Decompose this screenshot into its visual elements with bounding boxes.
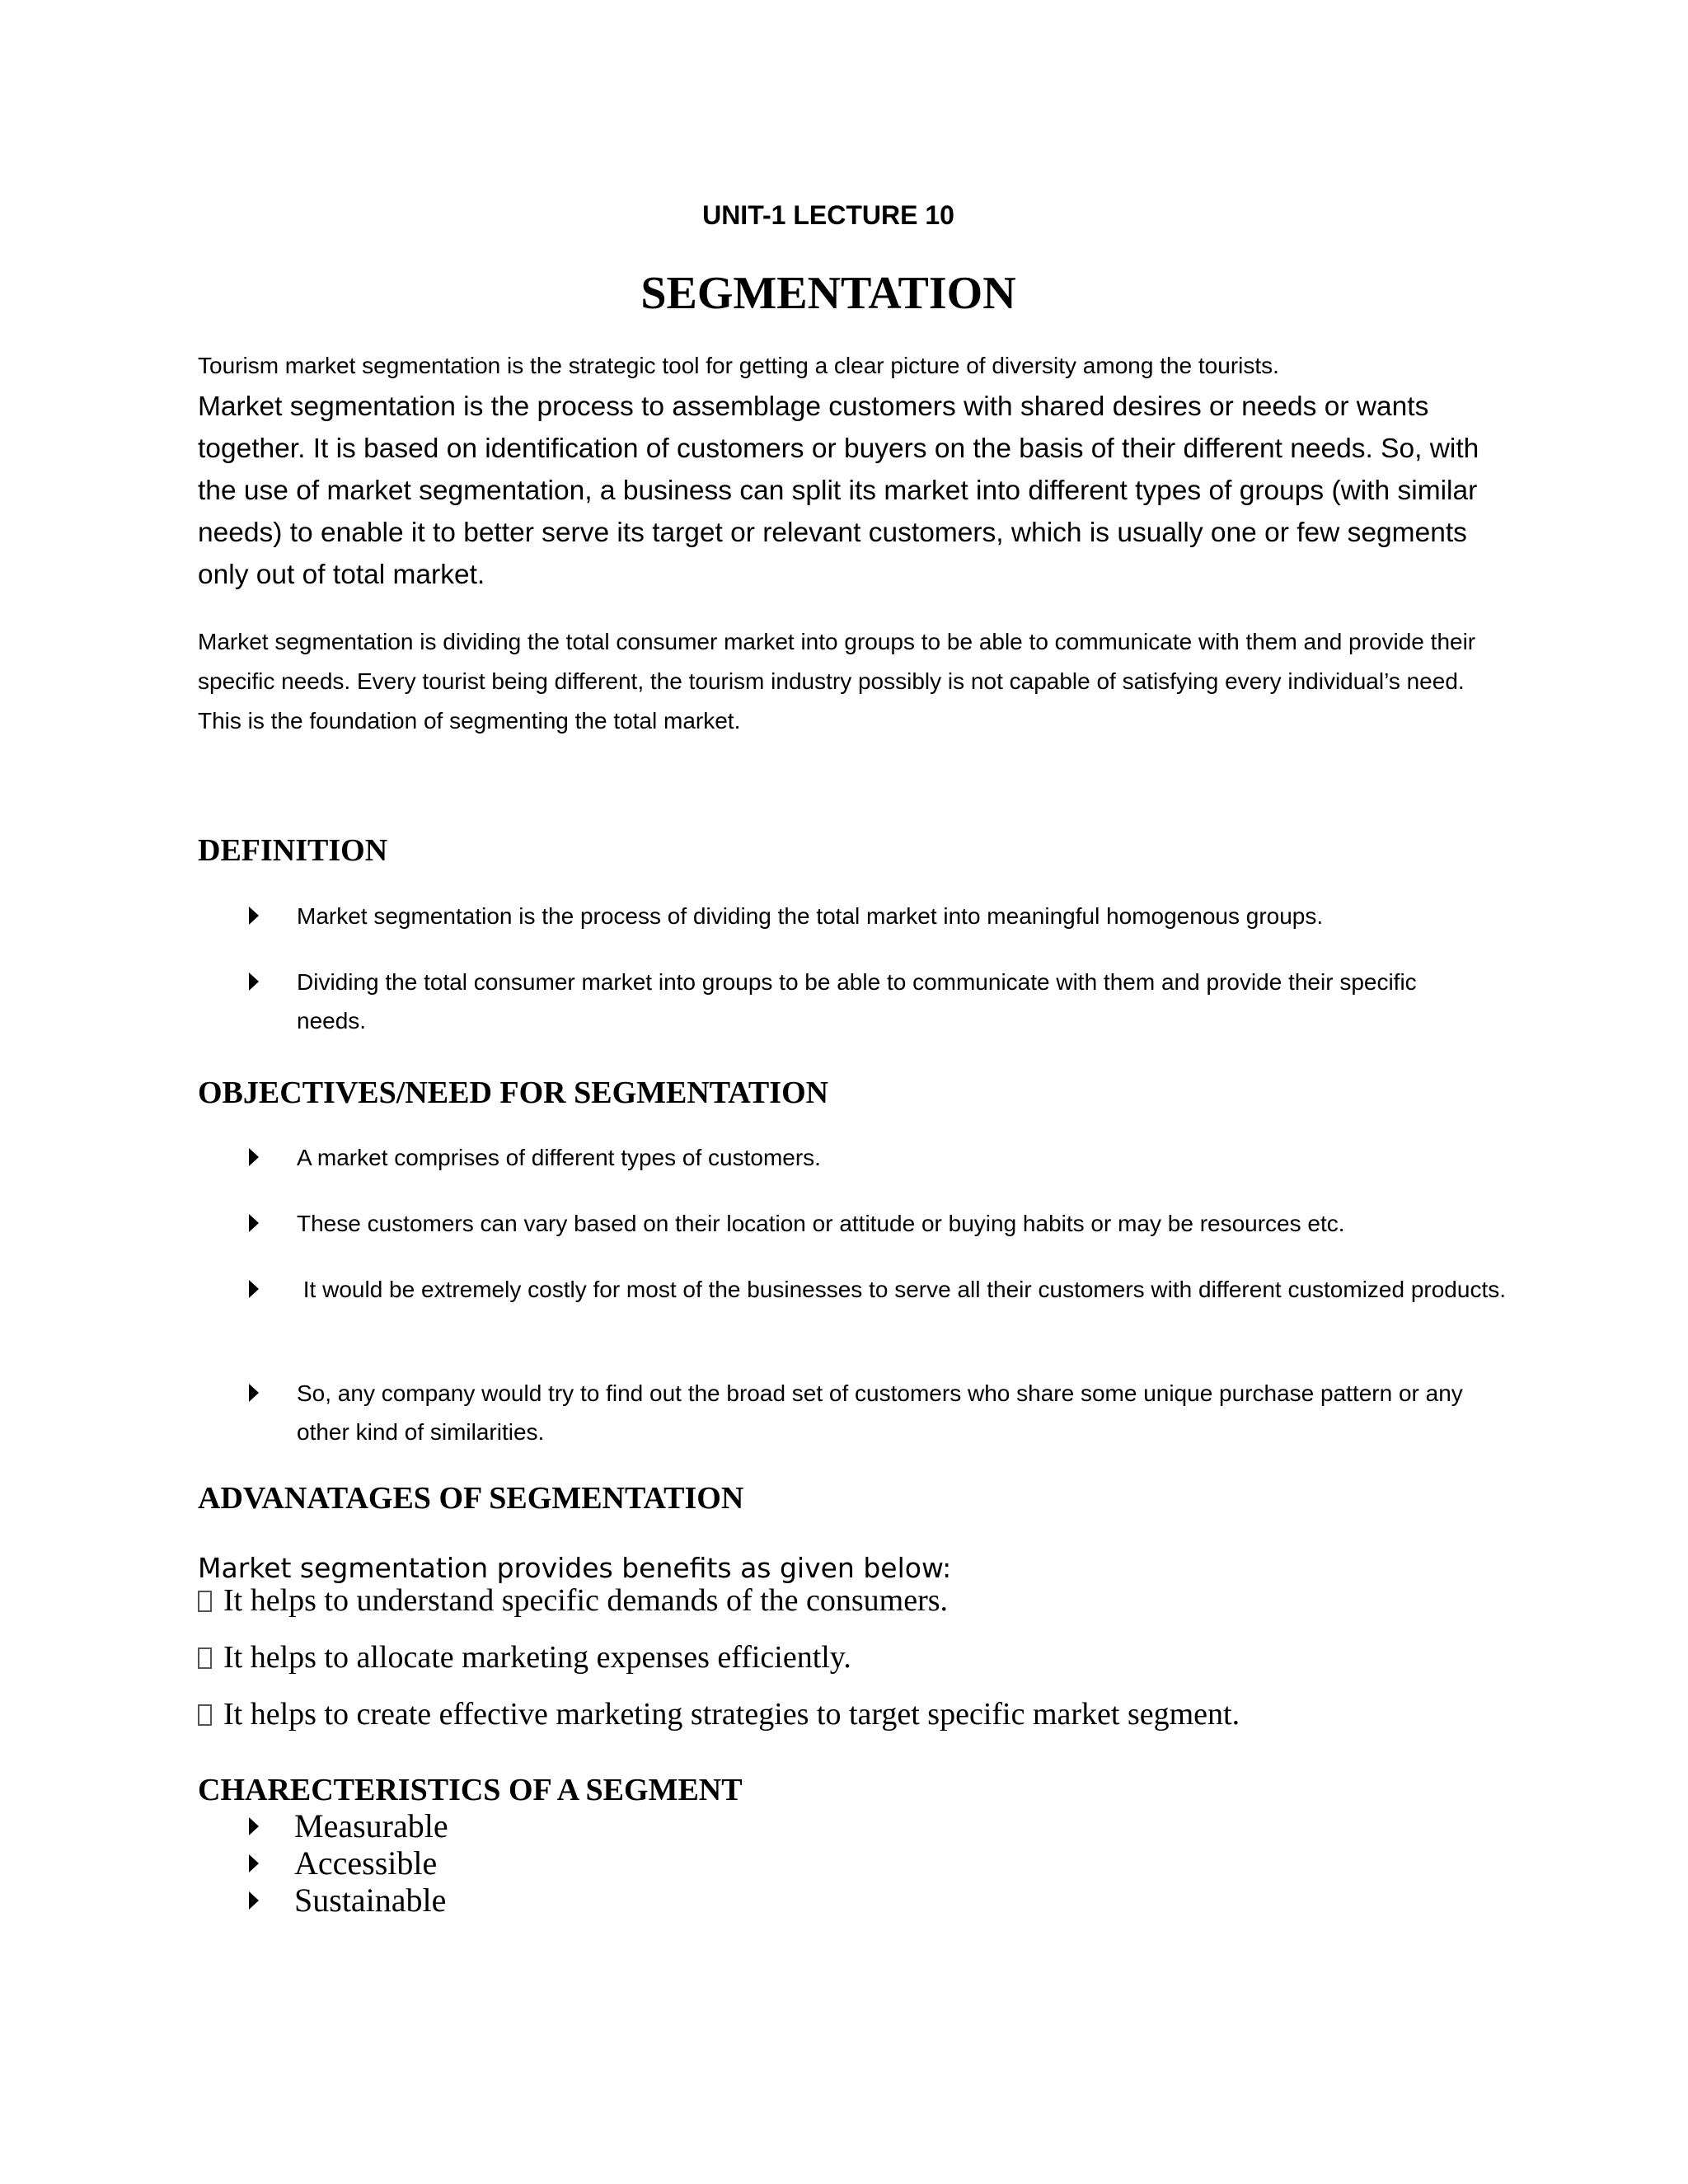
list-item-text: So, any company would try to find out the broad set of customers who share some unique purchase pattern or any other kind of similarities. <box>297 1380 1463 1445</box>
list-item-text: It would be extremely costly for most of the businesses to serve all their customers with different customized products. <box>297 1277 1507 1302</box>
arrow-bullet-icon <box>249 1280 259 1298</box>
arrow-bullet-icon <box>249 1384 259 1402</box>
missing-glyph-icon <box>198 1704 212 1726</box>
intro-paragraph-2: Market segmentation is dividing the total consumer market into groups to be able to communicate with them and provide their specific needs. Every tourist being different, the tourism industry possibly is not capable of satisfying every individual’s need. This is the foundation of segmenting the total market. <box>198 629 1476 733</box>
list-item-text: These customers can vary based on their location or attitude or buying habits or may be resources etc. <box>297 1211 1345 1236</box>
page-title: SEGMENTATION <box>640 268 1016 319</box>
arrow-bullet-icon <box>249 1854 259 1872</box>
definition-heading: DEFINITION <box>198 833 388 868</box>
advantages-heading: ADVANATAGES OF SEGMENTATION <box>198 1481 744 1516</box>
list-item <box>198 1694 1240 1735</box>
arrow-bullet-icon <box>249 907 259 925</box>
list-item-text: It helps to understand specific demands of the consumers. <box>223 1583 949 1618</box>
list-item <box>198 1580 948 1621</box>
list-item-text: A market comprises of different types of customers. <box>297 1145 821 1170</box>
list-item-text: It helps to create effective marketing strategies to target specific market segment. <box>223 1697 1240 1732</box>
list-item-text: It helps to allocate marketing expenses efficiently. <box>223 1640 851 1675</box>
advantages-intro: Market segmentation provides benefits as given below: <box>198 1552 952 1584</box>
list-item-text: Accessible <box>294 1844 438 1882</box>
characteristics-heading: CHARECTERISTICS OF A SEGMENT <box>198 1773 743 1807</box>
arrow-bullet-icon <box>249 1214 259 1232</box>
unit-title: UNIT-1 LECTURE 10 <box>702 200 954 230</box>
missing-glyph-icon <box>198 1591 212 1612</box>
list-item <box>198 1637 851 1678</box>
arrow-bullet-icon <box>249 1148 259 1166</box>
intro-paragraph-1-lead: Tourism market segmentation is the strategic tool for getting a clear picture of diversity among the tourists. <box>198 353 1279 378</box>
intro-paragraph-1: Market segmentation is the process to assemblage customers with shared desires or needs or wants together. It is based on identification of customers or buyers on the basis of their different needs. So, with the use of market segmentation, a business can split its market into different types of groups (with similar needs) to enable it to better serve its target or relevant customers, which is usually one or few segments only out of total market. <box>198 391 1479 590</box>
arrow-bullet-icon <box>249 1817 259 1835</box>
arrow-bullet-icon <box>249 972 259 991</box>
arrow-bullet-icon <box>249 1891 259 1910</box>
list-item-text: Sustainable <box>294 1882 447 1919</box>
list-item-text: Measurable <box>294 1807 448 1844</box>
list-item-text: Dividing the total consumer market into groups to be able to communicate with them and provide their specific needs. <box>297 969 1417 1033</box>
missing-glyph-icon <box>198 1647 212 1669</box>
list-item-text: Market segmentation is the process of dividing the total market into meaningful homogenous groups. <box>297 903 1324 929</box>
objectives-heading: OBJECTIVES/NEED FOR SEGMENTATION <box>198 1076 829 1110</box>
